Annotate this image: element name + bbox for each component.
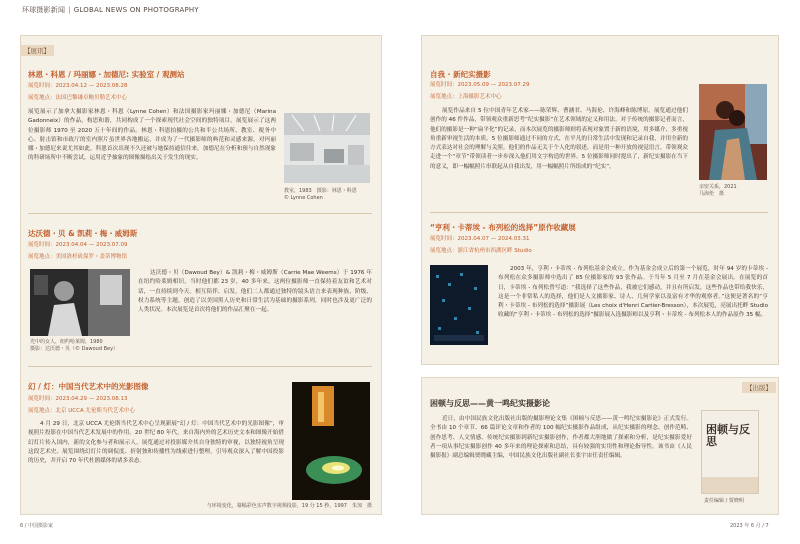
exhibition-body: 达沃德・贝（Dawoud Bey）& 凯莉・梅・威姆斯（Carrie Mae Weems）于 1976 年在纽约哈莱姆相识，当时他们都 23 岁，40 多年来，这两位摄影师一直保持着友谊和艺术对话，一直持续到今天。相互陪伴、启发，他们二人都通过独特的镜头语言来表现种族、阶级、权力系统等主题，创造了以美国黑人历史和日常生活为基础的摄影系列，同时也涉及更广泛的人类状况。本次展览是首次将他们的作品汇聚在一起。 bbox=[138, 270, 372, 314]
projection-photo bbox=[292, 382, 370, 500]
exhibition-title: “亨利・卡蒂埃 - 布列松的选择”原作收藏展 bbox=[430, 223, 576, 232]
exhibition-title: 达沃德・贝 & 凯莉・梅・威姆斯 bbox=[28, 229, 138, 238]
running-header bbox=[22, 5, 199, 15]
exhibition-time: 展览时间：2023.04.12 — 2023.08.28 bbox=[28, 83, 128, 89]
exhibition-time: 展览时间：2023.04.29 — 2023.08.13 bbox=[28, 396, 128, 402]
divider bbox=[430, 212, 768, 213]
lab-photo-caption: 教室，1983 摄影：林恩・科恩 © Lynne Cohen bbox=[284, 188, 357, 201]
lab-photo bbox=[284, 113, 370, 183]
book-cover-title: 困顿与反思 bbox=[706, 423, 750, 448]
header-en: GLOBAL NEWS ON PHOTOGRAPHY bbox=[73, 6, 199, 14]
exhibition-title: 自我 · 新纪实摄影 bbox=[430, 70, 491, 79]
exhibition-venue: 展览地点：法国巴黎谦卓鲍贝勒艺术中心 bbox=[28, 95, 128, 101]
exhibition-venue: 展览地点：上海摄影艺术中心 bbox=[430, 94, 502, 100]
exhibition-time: 展览时间：2023.05.09 — 2023.07.29 bbox=[430, 82, 530, 88]
section-tag: 【展讯】 bbox=[20, 45, 54, 56]
exhibition-body: 展览展示了加拿大摄影家林恩・科恩（Lynne Cohen）和法国摄影家玛丽娜・加德尼（Marina Gadonneix）的作品，构思和谐，共同构成了一个探索现代社会空间的独特项目。展览展示了这两位摄影师 1970 至 2020 五十年间的作品。林恩・科恩拍摄的公共和半公共场所、教室、税务中心、射击馆和市政厅的室内照片虽世界各地搬运，并成为了一代摄影师的典范和灵感来源。对玛丽娜・加德尼来说尤其如此，科恩首次出现不久还被与她保持通信往来。加德尼在分析和预与自然现象的科研场所中不断尝试，运用近乎抽象的图像描绘出关于发生的现实。 bbox=[28, 109, 276, 162]
divider bbox=[28, 213, 372, 214]
bw-portrait-photo bbox=[30, 269, 130, 336]
exhibition-body: 4 月 29 日，北京 UCCA 尤伦斯当代艺术中心呈现新展“幻 / 灯：中国当代艺术中的光影图像”，审视照片投影在中国当代艺术发展中的作用。20 世纪 80 年代，来自海内外的艺术历史文本和图像开始借幻灯片传入国内，新的文化参与者和展示人，展览通过对投影媒介其自身独特的审视，以独特视角呈现这段艺术史。展览围绕幻灯片的调侃度、折射独和传播性为线索进行整理，引导观众深入了解中国投影的历史，并开启 70 年代杜鹃媒体的诸多表态。 bbox=[28, 421, 284, 465]
book-cover-caption: 责任编辑 / 贾晓明 bbox=[704, 498, 744, 504]
exhibition-title: 林恩・科恩 / 玛丽娜・加德尼: 实验室 / 观测站 bbox=[28, 70, 185, 79]
couple-photo bbox=[699, 84, 767, 180]
book-body: 近日，由中国民族文化出版社出版的摄影理论文集《困顿与反思——黄一鸣纪实摄影论》正式发行。全书由 10 个章节、66 篇评论文章和作者的 100 幅纪实摄影作品组成，从纪实摄影的理念、创作范畴、创作思考、人文情感、传统纪实摄影到新纪实摄影创作，作者都大胆地做了探索和分析，是纪实摄影爱好者一项从事纪实摄影创作 40 多年来的理论探索和总结，具有较强的实用性和理论指导性。该书由《人民摄影报》副总编辑贾晓藏主编，中国民族文化出版社副社长张宇宙任责任编辑。 bbox=[430, 416, 692, 460]
exhibition-venue: 展览地点：北京 UCCA 尤伦斯当代艺术中心 bbox=[28, 408, 135, 414]
book-title: 困顿与反思——黄一鸣纪实摄影论 bbox=[430, 399, 550, 408]
bw-photo-caption: 光中的女人，纽约哈莱姆，1980 摄影：达沃德・贝（© Dawoud Bey） bbox=[30, 339, 119, 352]
exhibition-title: 幻 / 灯：中国当代艺术中的光影图像 bbox=[28, 382, 149, 391]
header-cn: 环球摄影新闻 bbox=[22, 6, 66, 14]
exhibition-body: 2003 年，亨利・卡蒂埃 - 布列松基金会成立。作为基金会成立后的第一个展览，时年 94 岁的卡蒂埃 - 布列松在众多摄影师中选出了 85 位摄影家的 93 张作品。于当年 5 月至 7 月在基金会展出。在展览的首日，卡蒂埃 - 布列松曾写道：“我选择了这些作品，我被它们感动，并且有所启发，这些作品也带给我快乐，这是一个非常私人的选择，他们是人文摄影家、诗人、几何学家以及富有才华的观察者。”这便是著名的“亨利・卡蒂埃 - 布列松的选择”摄影展（Les choix d'Henri Cartier-Bresson），本次展览，亮展出托畔 Studio 收藏的“亨利・卡蒂埃 - 布列松的选择”摄影展入选摄影师以及亨利・卡蒂埃 - 布列松本人的作品原作 35 幅。 bbox=[498, 266, 768, 319]
exhibition-time: 展览时间：2023.04.07 — 2024.03.31 bbox=[430, 236, 530, 242]
header-separator: | bbox=[68, 6, 71, 14]
exhibition-photo-dark bbox=[430, 265, 488, 345]
publication-tag: 【出版】 bbox=[742, 382, 776, 393]
exhibition-time: 展览时间：2023.04.04 — 2023.07.09 bbox=[28, 242, 128, 248]
divider bbox=[28, 366, 372, 367]
projection-caption: 与环境变化，幕幅彩色实声数字视频投影，19 分 15 秒，1997 朱加 摄 bbox=[206, 503, 372, 509]
exhibition-venue: 展览地点：浙江省杭州市西湖区畔 Studio bbox=[430, 248, 532, 254]
exhibition-venue: 展览地点：美国洛杉矶保罗・盖蒂博物馆 bbox=[28, 254, 128, 260]
page-footer-right: 2023 年 6 月 / 7 bbox=[730, 523, 769, 529]
exhibition-body: 展览作品来自 5 位中国青年艺术家——陈荣辉、曹涵君、马海伦、许海峰和陈博原。展览通过他们创作的 46 件作品，带领观众重新思考“纪实摄影”在艺术领域的定义和用法。对于传统的摄影记者而言，他们的摄影是一种“扁平化”的记录，而本次展览的摄影师则将表现对象置于新的语境，用多媒介、多重视角重新审视生活的本质。5 位摄影师通过不同的方式，在平凡的日常生活中发现和记录自我，并用全新的方式表达对社会的理解与关照。他们的作品无关于个人化的叙述，而是用一种开放的视觉语言，带领观众走进一个“章节”带领读者一步步深入他们用文字构造的世界。5 位摄影师同时提出了，新纪实摄影在当下的意义，即一幅幅照片串联起从自我出发，用一幅幅照片所组成的“纪实”。 bbox=[430, 108, 688, 170]
page-footer-left: 6 / 中国摄影家 bbox=[20, 523, 54, 529]
couple-caption: 亲密关系，2021 马海伦 摄 bbox=[699, 184, 737, 197]
